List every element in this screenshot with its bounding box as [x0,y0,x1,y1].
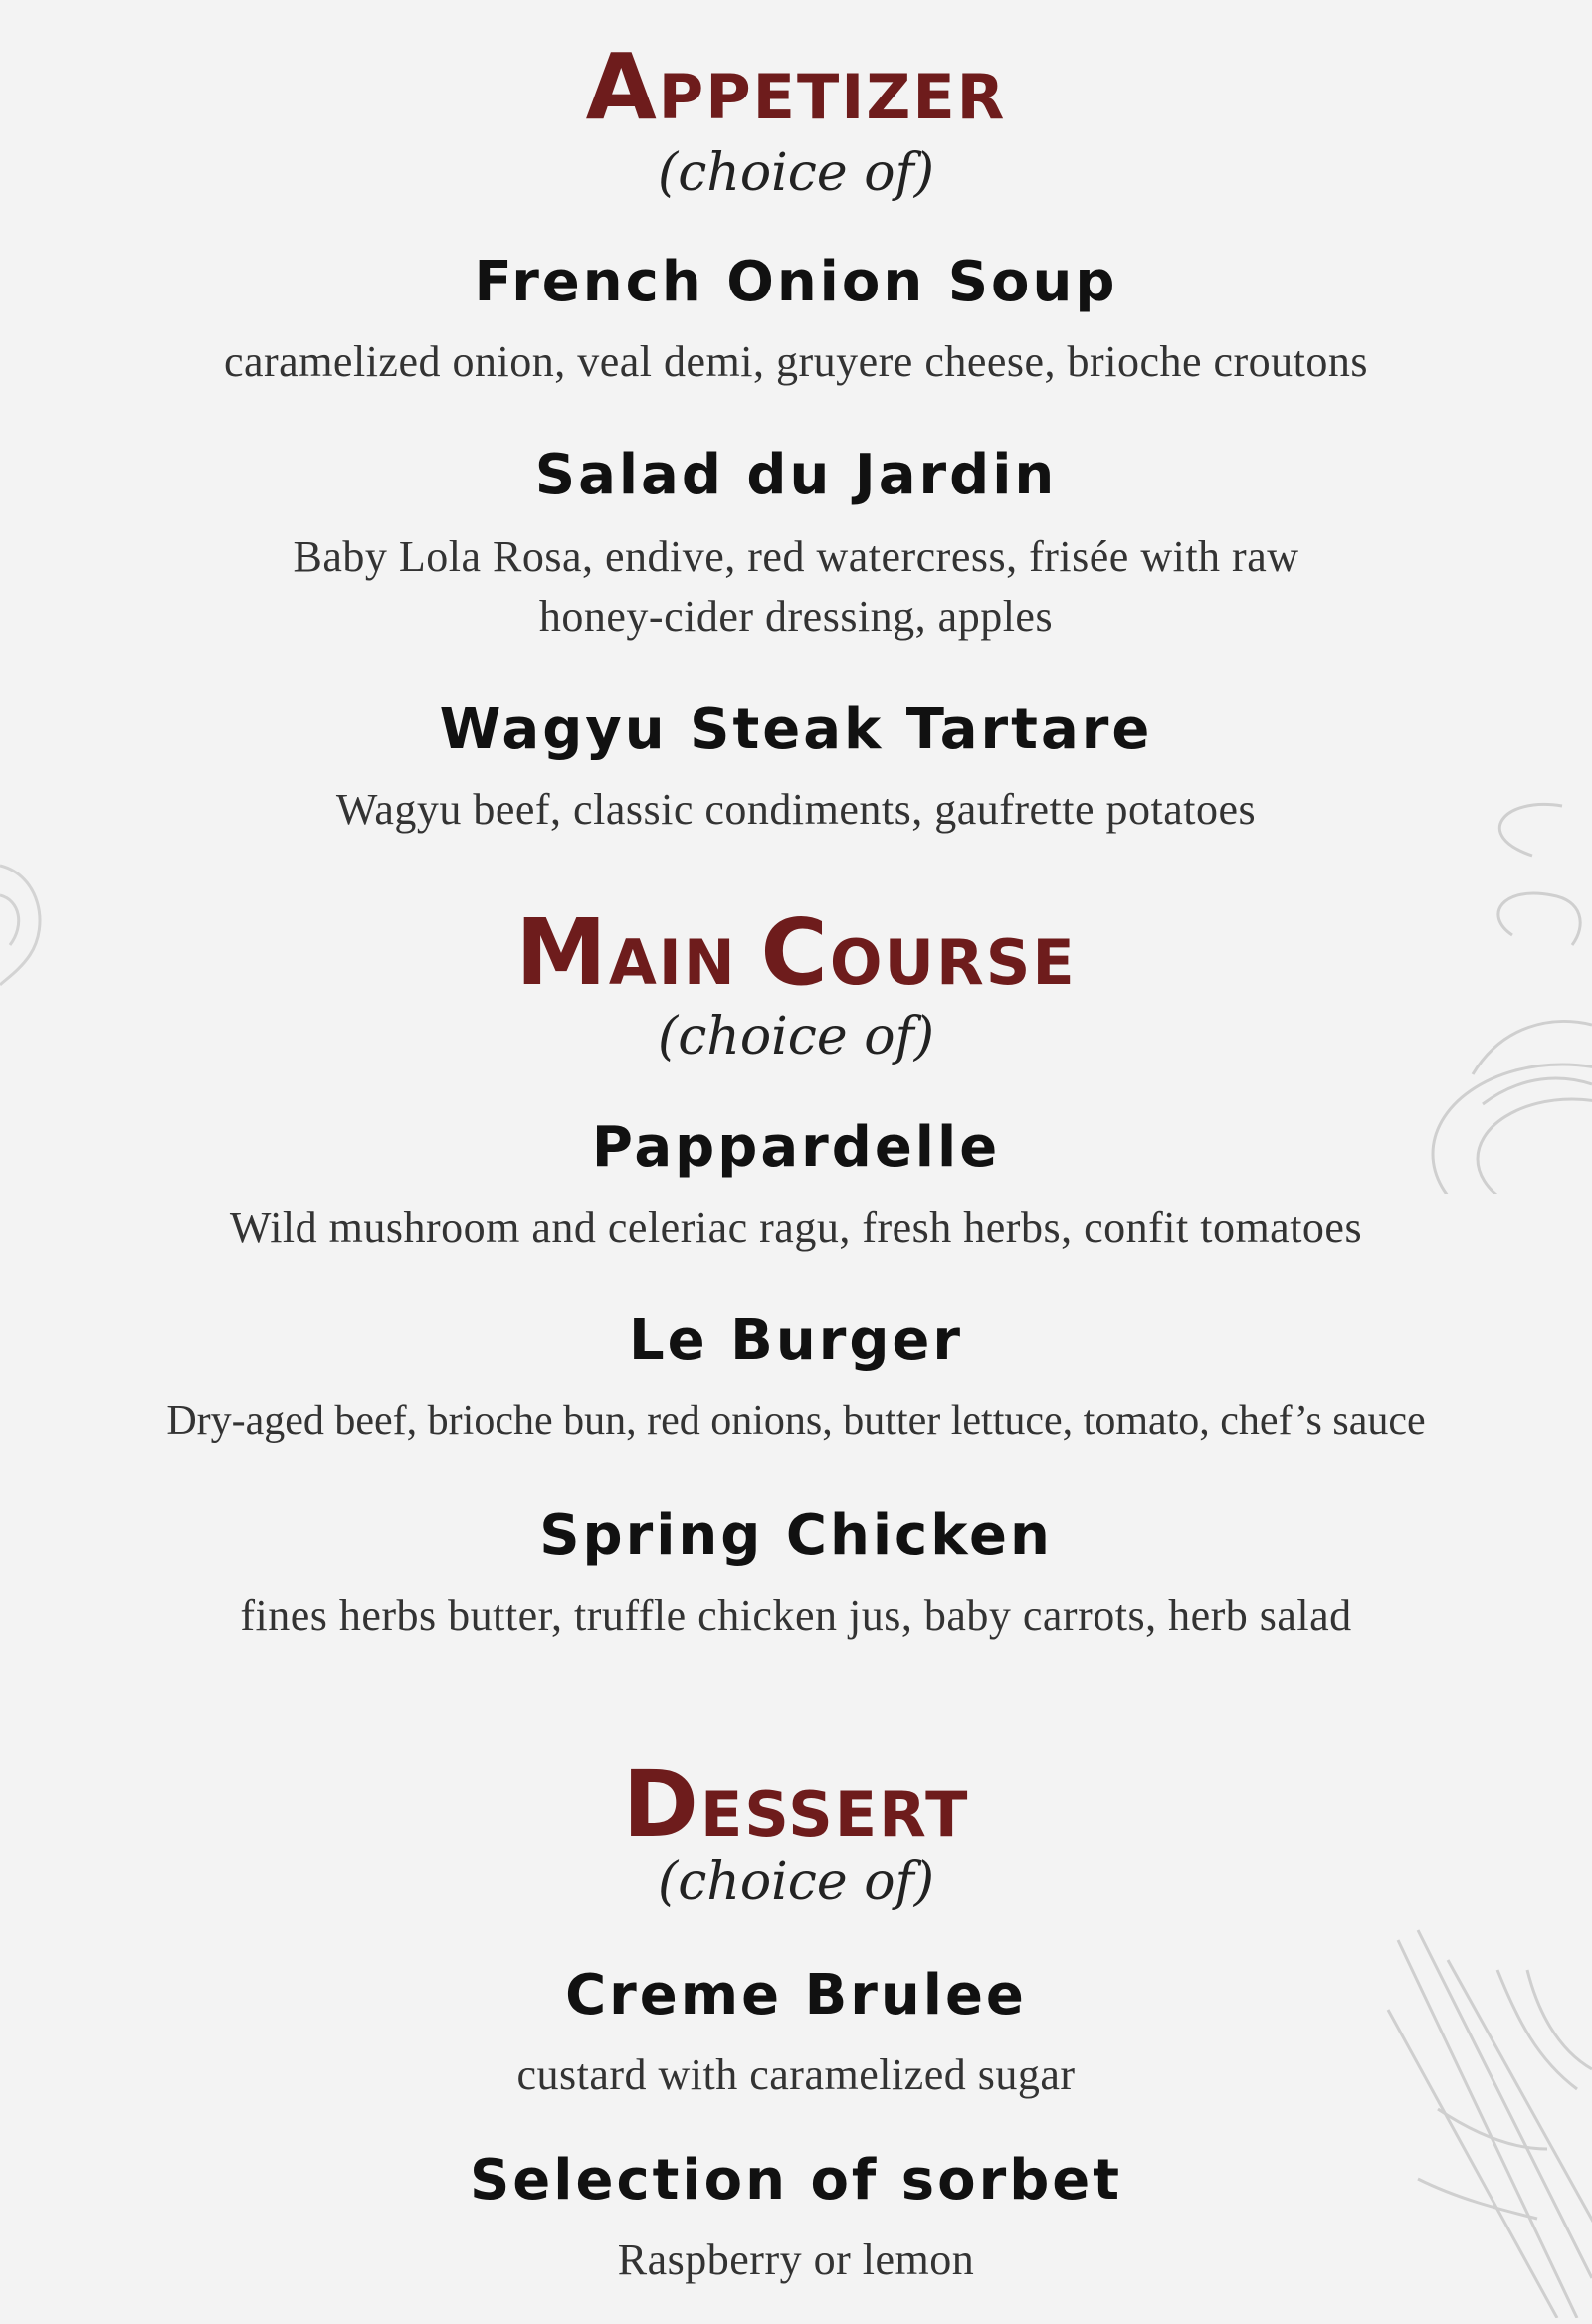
section-title-main-course [0,899,1592,1006]
dish-description: honey-cider dressing, apples [538,592,1054,641]
section-title-text: ESSERT [699,1778,970,1850]
section-title-appetizer [0,34,1592,140]
section-title-text: PPETIZER [658,61,1007,133]
dish-name: Spring Chicken [539,1503,1053,1568]
choice-of-label: (choice of) [657,1007,935,1066]
dish-description: Baby Lola Rosa, endive, red watercress, frisée with raw [293,532,1299,581]
section-title-initial: C [760,899,830,1006]
section-title-initial: M [515,899,609,1006]
choice-of-label: (choice of) [657,143,935,203]
section-title-initial: D [622,1751,700,1857]
section-title-initial: A [585,34,659,140]
dish-name: French Onion Soup [474,250,1118,314]
dish-name: Pappardelle [591,1115,1001,1180]
dish-description: caramelized onion, veal demi, gruyere cheese, brioche croutons [223,337,1369,386]
dish-description: custard with caramelized sugar [516,2050,1076,2099]
dish-name: Wagyu Steak Tartare [439,697,1153,762]
dish-description: Raspberry or lemon [617,2235,975,2284]
dish-name: Salad du Jardin [534,443,1058,507]
dish-name: Le Burger [628,1308,963,1373]
section-title-text: OURSE [829,926,1077,999]
dish-description: Wild mushroom and celeriac ragu, fresh herbs, confit tomatoes [229,1203,1363,1252]
dish-name: Creme Brulee [565,1963,1027,2028]
dish-name: Selection of sorbet [469,2148,1123,2213]
section-title-dessert [0,1751,1592,1857]
section-title-text: AIN [608,926,737,999]
dish-description: Wagyu beef, classic condiments, gaufrette potatoes [335,785,1257,834]
dish-description: Dry-aged beef, brioche bun, red onions, butter lettuce, tomato, chef’s sauce [166,1398,1426,1444]
choice-of-label: (choice of) [657,1852,935,1912]
dish-description: fines herbs butter, truffle chicken jus, baby carrots, herb salad [240,1591,1352,1640]
